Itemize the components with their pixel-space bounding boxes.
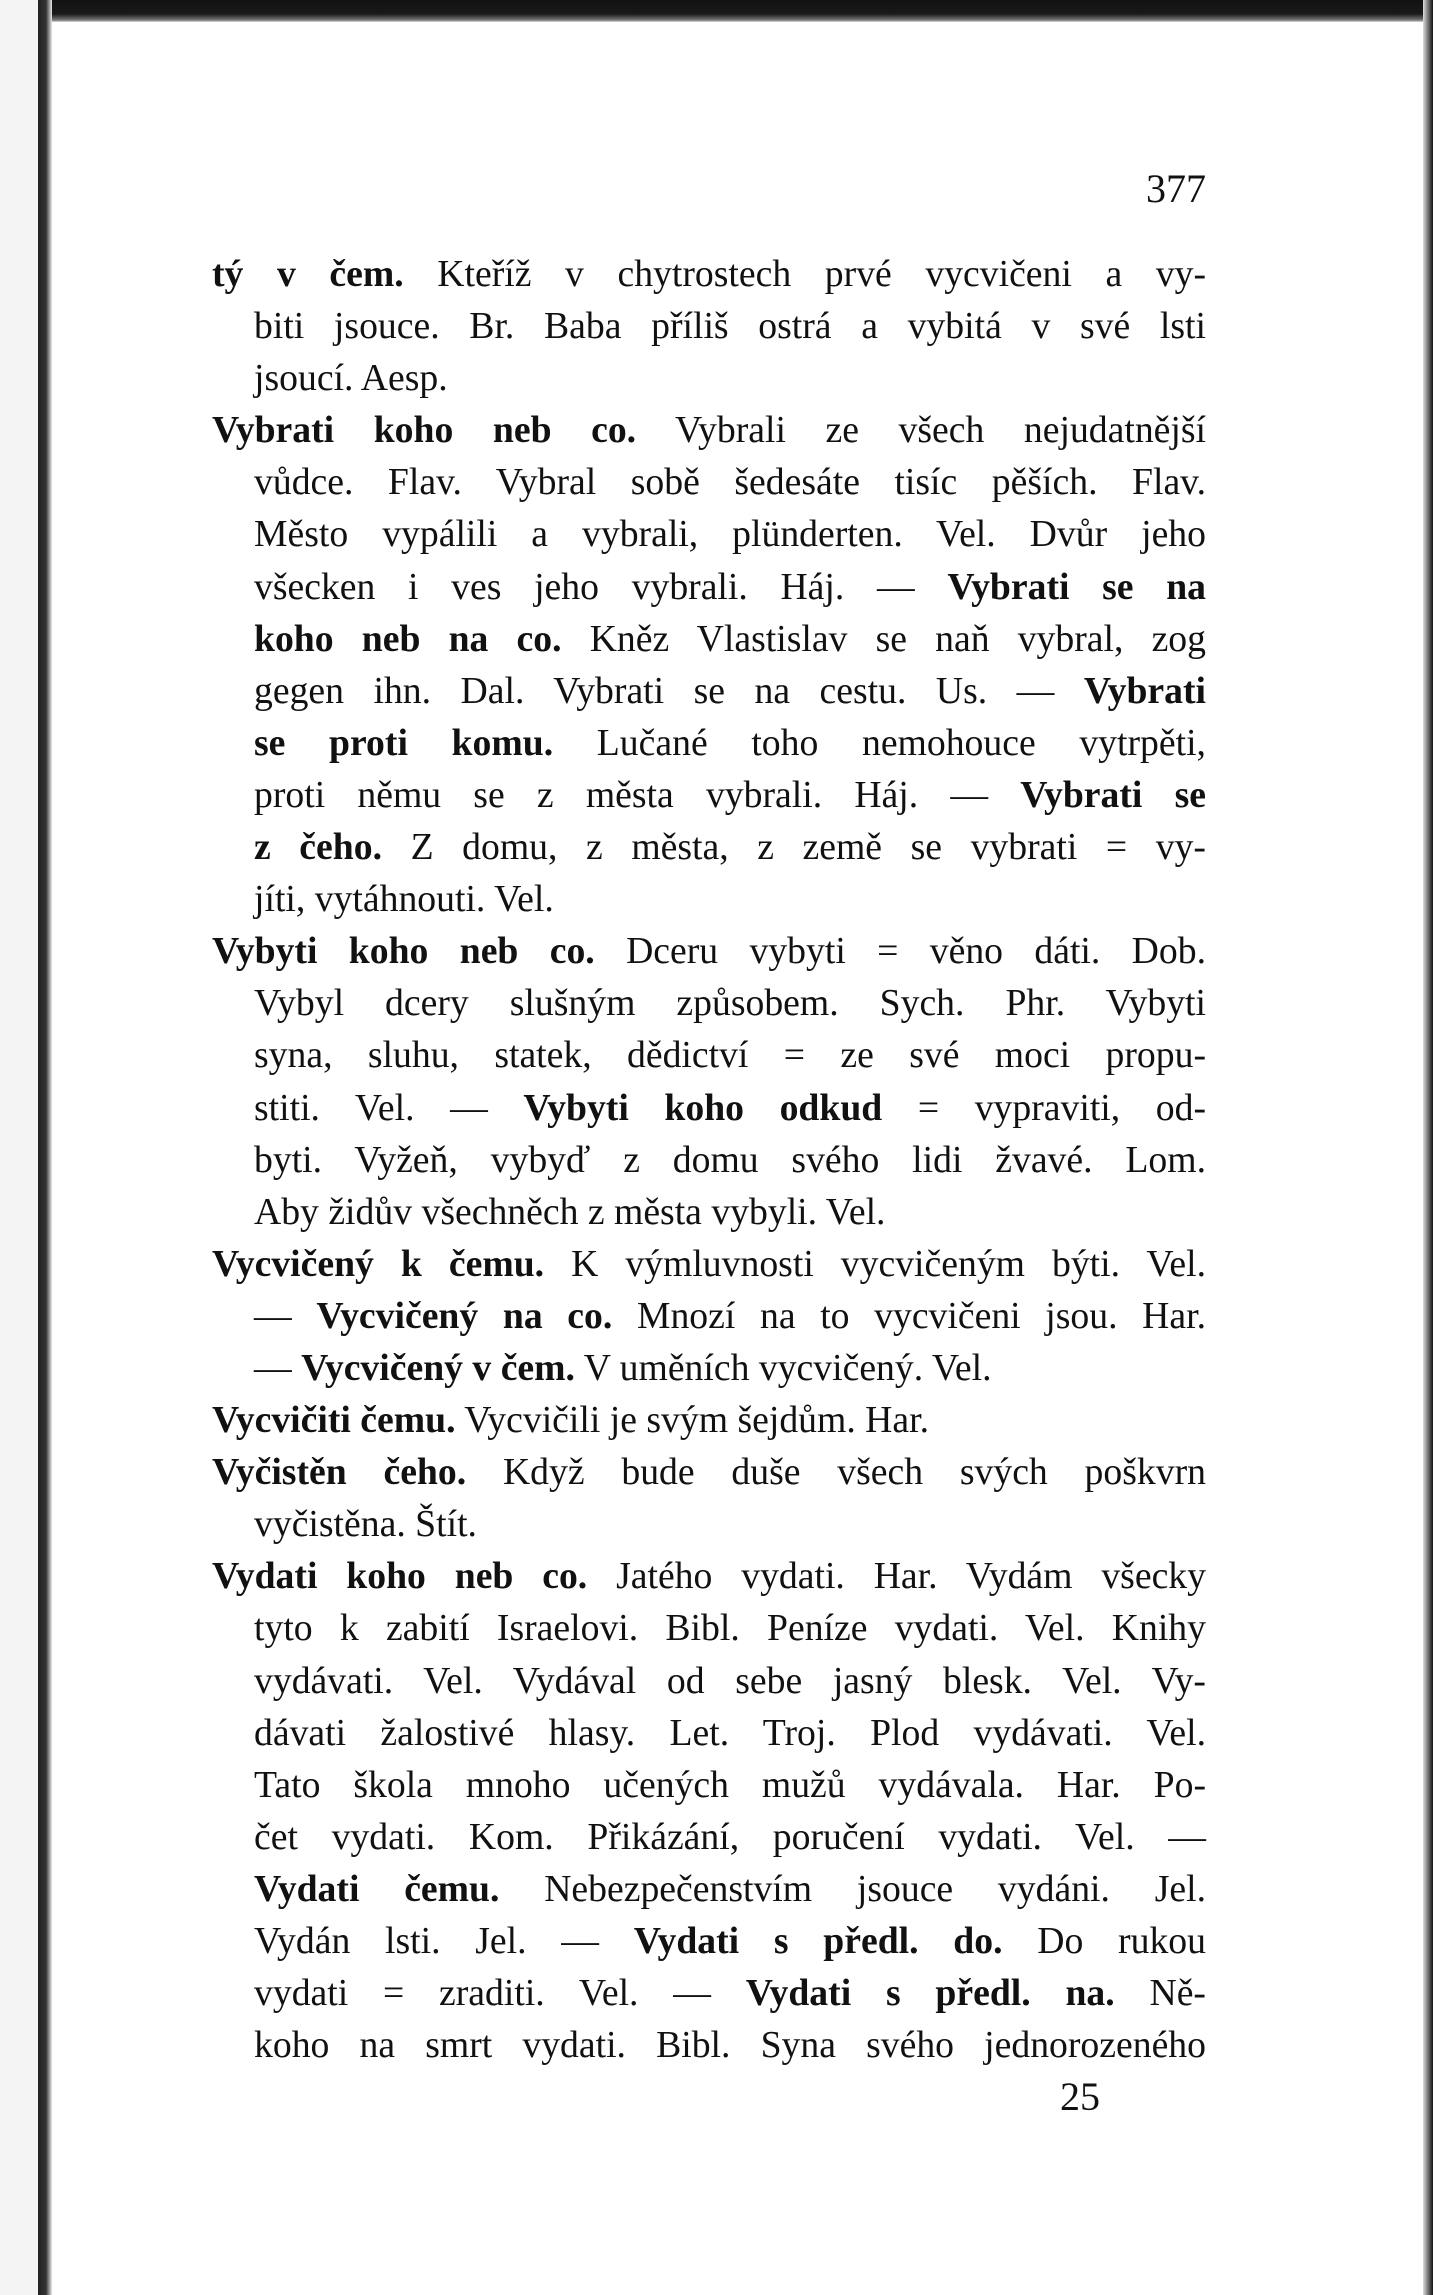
headword: Vybyti koho neb co. xyxy=(212,930,595,973)
text-line xyxy=(212,508,1206,560)
line-text: vydati = zraditi. Vel. — xyxy=(254,1972,746,2015)
line-text: dávati žalostivé hlasy. Let. Troj. Plod vydávati. Vel. xyxy=(254,1711,1206,1754)
line-text: Nebezpečenstvím jsouce vydáni. Jel. xyxy=(499,1867,1206,1910)
line-text: všecken i ves jeho vybrali. Háj. — xyxy=(254,565,948,608)
text-line xyxy=(212,977,1206,1029)
text-line xyxy=(212,1655,1206,1707)
text-line xyxy=(212,1394,1206,1446)
text-line xyxy=(212,1498,1206,1550)
line-text: Město vypálili a vybrali, plünderten. Vel. Dvůr jeho xyxy=(254,513,1206,556)
text-line xyxy=(212,1134,1206,1186)
headword: Vybrati se na xyxy=(947,565,1207,608)
headword: Vybrati xyxy=(1083,669,1206,712)
headword: Vydati čemu. xyxy=(254,1867,500,1910)
dictionary-text xyxy=(212,248,1206,2071)
text-line xyxy=(212,769,1206,821)
line-text: čet vydati. Kom. Přikázání, poručení vydati. Vel. — xyxy=(254,1815,1206,1858)
headword: Vydati s předl. do. xyxy=(633,1920,1003,1962)
headword: Vybrati se xyxy=(1020,773,1206,816)
signature-mark: 25 xyxy=(1060,2074,1100,2119)
line-text: proti němu se z města vybrali. Háj. — xyxy=(254,773,1021,816)
headword: Vyčistěn čeho. xyxy=(212,1451,467,1494)
page-number: 377 xyxy=(1146,166,1206,211)
text-line xyxy=(212,300,1206,352)
line-text: byti. Vyžeň, vybyď z domu svého lidi žvavé. Lom. xyxy=(254,1138,1206,1181)
line-text: — xyxy=(254,1294,317,1337)
line-text: Když bude duše všech svých poškvrn xyxy=(466,1451,1206,1494)
headword: Vybrati koho neb co. xyxy=(212,409,637,452)
text-line xyxy=(212,1238,1206,1290)
line-text: Dceru vybyti = věno dáti. Dob. xyxy=(594,930,1206,973)
line-text: vůdce. Flav. Vybral sobě šedesáte tisíc pěších. Flav. xyxy=(254,461,1206,504)
headword: Vycvičený na co. xyxy=(316,1294,613,1337)
text-line xyxy=(212,665,1206,717)
line-text: Ně- xyxy=(1114,1972,1206,2015)
line-text: = vypraviti, od- xyxy=(882,1086,1207,1129)
headword: Vybyti koho odkud xyxy=(523,1086,883,1129)
text-line xyxy=(212,1290,1206,1342)
line-text: Lučané toho nemohouce vytrpěti, xyxy=(553,721,1206,764)
headword: Vycvičený v čem. xyxy=(301,1346,575,1389)
line-text: koho na smrt vydati. Bibl. Syna svého jednorozeného xyxy=(254,2024,1206,2067)
line-text: Vycvičili je svým šejdům. Har. xyxy=(455,1399,929,1442)
line-text: biti jsouce. Br. Baba příliš ostrá a vybitá v své lsti xyxy=(254,305,1206,348)
line-text: tyto k zabití Israelovi. Bibl. Peníze vydati. Vel. Knihy xyxy=(254,1607,1206,1650)
text-line xyxy=(212,1967,1206,2019)
headword: Vycvičiti čemu. xyxy=(212,1399,456,1442)
line-text: jsoucí. Aesp. xyxy=(254,357,448,400)
text-line xyxy=(212,561,1206,613)
text-line xyxy=(212,2019,1206,2071)
text-line xyxy=(212,1759,1206,1811)
headword: Vydati s předl. na. xyxy=(745,1972,1115,2015)
headword: koho neb na co. xyxy=(254,617,562,660)
line-text: K výmluvnosti vycvičeným býti. Vel. xyxy=(544,1242,1207,1285)
line-text: stiti. Vel. — xyxy=(254,1086,524,1129)
text-line xyxy=(212,248,1206,300)
line-text: — xyxy=(254,1346,302,1389)
line-text: Tato škola mnoho učených mužů vydávala. Har. Po- xyxy=(254,1763,1206,1806)
line-text: Aby židův všechněch z města vybyli. Vel. xyxy=(254,1190,886,1233)
line-text: V uměních vycvičený. Vel. xyxy=(574,1346,992,1389)
line-text: jíti, vytáhnouti. Vel. xyxy=(254,878,554,921)
scan-right-edge xyxy=(1423,0,1433,2295)
text-line xyxy=(212,456,1206,508)
text-line xyxy=(212,1550,1206,1602)
line-text: Do rukou xyxy=(1002,1920,1206,1962)
line-text: Mnozí na to vycvičeni jsou. Har. xyxy=(612,1294,1206,1337)
text-line xyxy=(212,1863,1206,1915)
text-line xyxy=(212,1029,1206,1081)
headword: Vydati koho neb co. xyxy=(212,1555,588,1598)
line-text: Z domu, z města, z země se vybrati = vy- xyxy=(382,826,1206,869)
line-text: Kteříž v chytrostech prvé vycvičeni a vy- xyxy=(403,253,1206,295)
line-text: vyčistěna. Štít. xyxy=(254,1503,477,1546)
text-line xyxy=(212,1186,1206,1238)
scan-top-edge xyxy=(0,0,1433,22)
line-text: Vybrali ze všech nejudatnější xyxy=(636,409,1207,452)
headword: z čeho. xyxy=(254,826,382,869)
scan-left-edge xyxy=(0,0,52,2295)
text-line xyxy=(212,1811,1206,1863)
text-line xyxy=(212,925,1206,977)
text-line xyxy=(212,1446,1206,1498)
line-text: Jatého vydati. Har. Vydám všecky xyxy=(587,1555,1206,1598)
headword: tý v čem. xyxy=(212,253,404,295)
headword: Vycvičený k čemu. xyxy=(212,1242,545,1285)
text-line xyxy=(212,1602,1206,1654)
text-line xyxy=(212,404,1206,456)
line-text: vydávati. Vel. Vydával od sebe jasný blesk. Vel. Vy- xyxy=(254,1659,1206,1702)
text-line xyxy=(212,613,1206,665)
text-line xyxy=(212,717,1206,769)
text-line xyxy=(212,352,1206,404)
text-line xyxy=(212,1342,1206,1394)
line-text: Vybyl dcery slušným způsobem. Sych. Phr. Vybyti xyxy=(254,982,1206,1025)
text-line xyxy=(212,1707,1206,1759)
line-text: syna, sluhu, statek, dědictví = ze své moci propu- xyxy=(254,1034,1206,1077)
line-text: Kněz Vlastislav se naň vybral, zog xyxy=(561,617,1206,660)
text-line xyxy=(212,821,1206,873)
line-text: gegen ihn. Dal. Vybrati se na cestu. Us. — xyxy=(254,669,1084,712)
headword: se proti komu. xyxy=(254,721,554,764)
text-line xyxy=(212,873,1206,925)
text-line xyxy=(212,1082,1206,1134)
line-text: Vydán lsti. Jel. — xyxy=(254,1920,634,1962)
text-line xyxy=(212,1915,1206,1967)
